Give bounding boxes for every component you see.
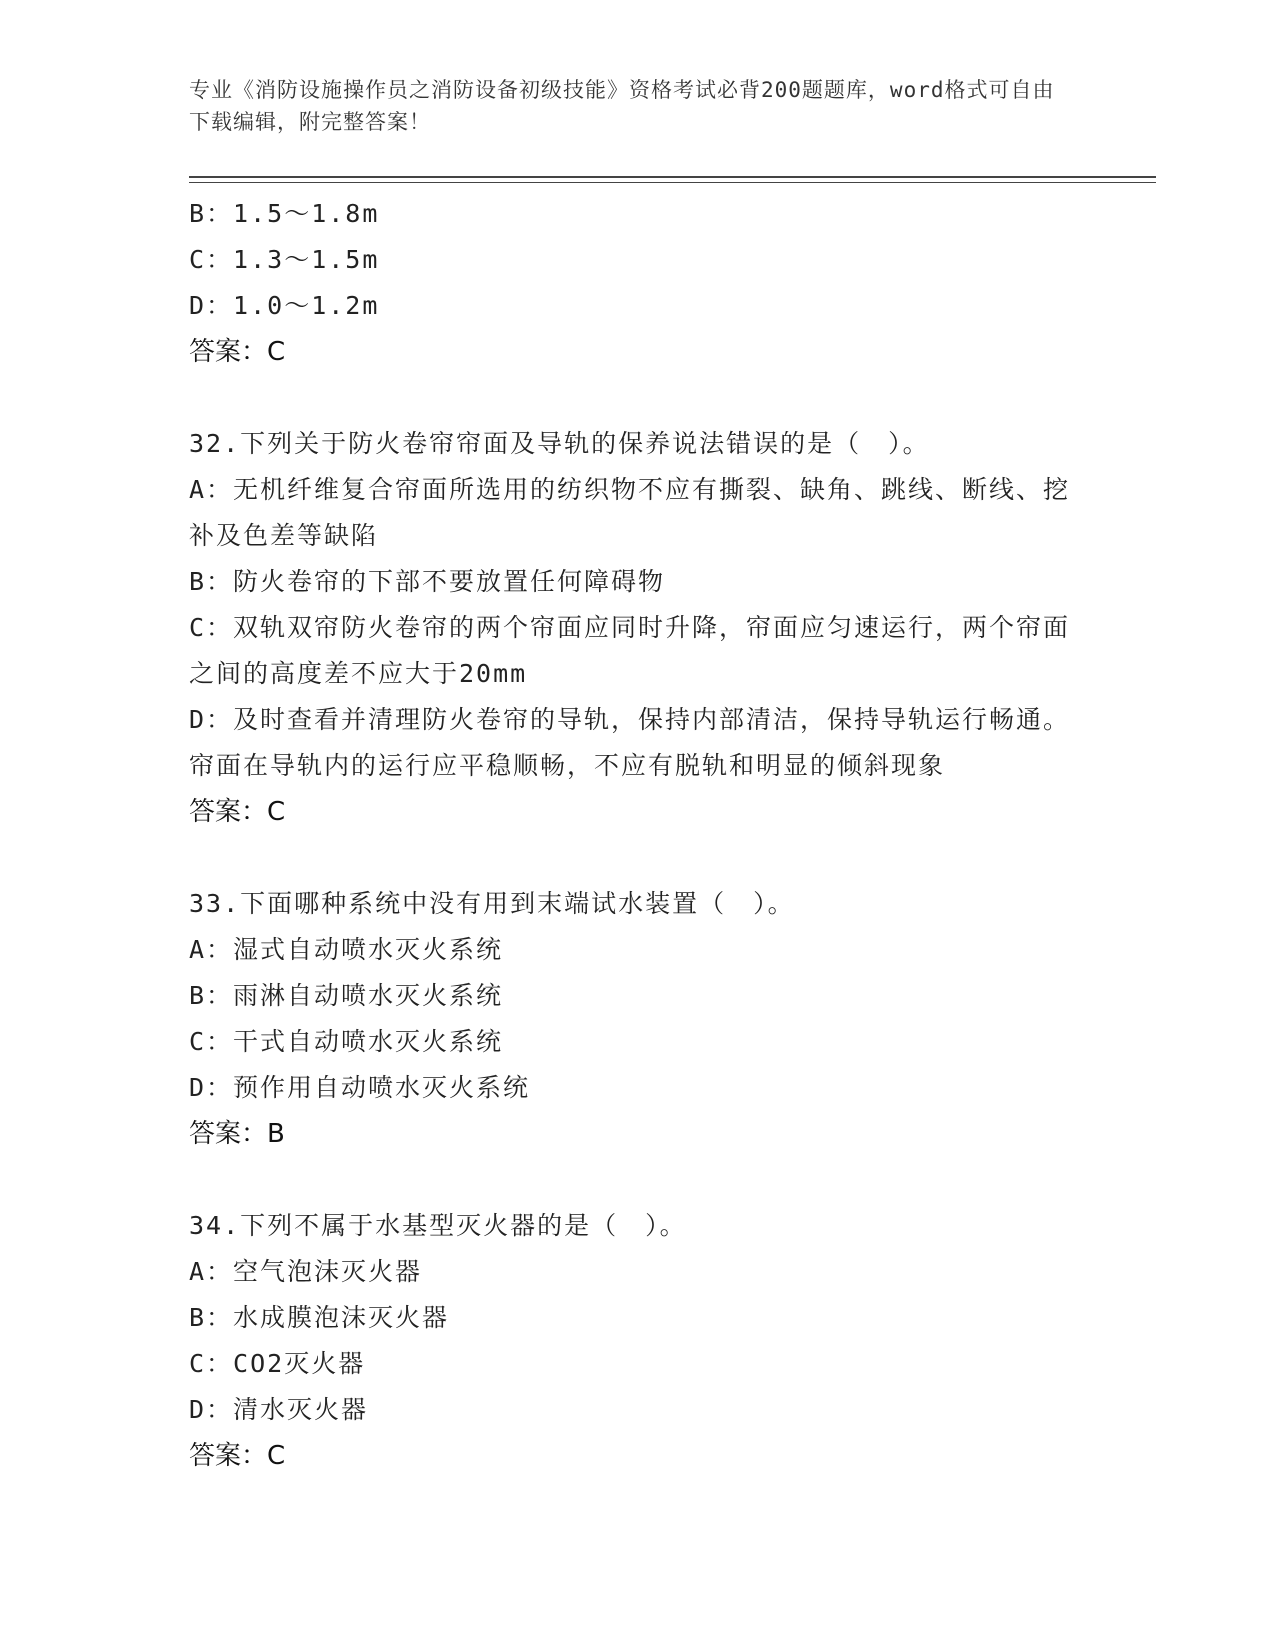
question-stem: 32.下列关于防火卷帘帘面及导轨的保养说法错误的是（ ）。 [189,429,930,458]
option-d: D：1.0～1.2m [189,291,380,320]
option-d: D：预作用自动喷水灭火系统 [189,1073,531,1102]
option-b: B：1.5～1.8m [189,199,380,228]
option-a: A：无机纤维复合帘面所选用的纺织物不应有撕裂、缺角、跳线、断线、挖补及色差等缺陷 [189,475,1071,550]
spacer [189,1157,1089,1203]
answer: 答案：C [189,337,286,367]
option-d: D：清水灭火器 [189,1395,369,1424]
option-c: C：干式自动喷水灭火系统 [189,1027,504,1056]
option-b: B：雨淋自动喷水灭火系统 [189,981,504,1010]
option-b: B：水成膜泡沫灭火器 [189,1303,450,1332]
document-header [189,74,1069,138]
partial-question [189,191,1089,375]
answer: 答案：C [189,797,286,827]
header-divider [189,176,1156,179]
answer: 答案：C [189,1441,286,1471]
header-title: 专业《消防设施操作员之消防设备初级技能》资格考试必背200题题库，word格式可自由下载编辑，附完整答案！ [189,78,1055,134]
option-a: A：湿式自动喷水灭火系统 [189,935,504,964]
spacer [189,835,1089,881]
answer: 答案：B [189,1119,285,1149]
option-c: C：双轨双帘防火卷帘的两个帘面应同时升降，帘面应匀速运行，两个帘面之间的高度差不应大于20mm [189,613,1071,688]
question-33 [189,881,1089,1157]
question-34 [189,1203,1089,1479]
question-stem: 33.下面哪种系统中没有用到末端试水装置（ ）。 [189,889,795,918]
spacer [189,375,1089,421]
option-a: A：空气泡沫灭火器 [189,1257,423,1286]
option-d: D：及时查看并清理防火卷帘的导轨，保持内部清洁，保持导轨运行畅通。帘面在导轨内的运行应平稳顺畅，不应有脱轨和明显的倾斜现象 [189,705,1071,780]
document-body [189,191,1089,1479]
option-b: B：防火卷帘的下部不要放置任何障碍物 [189,567,666,596]
option-c: C：CO2灭火器 [189,1349,366,1378]
question-stem: 34.下列不属于水基型灭火器的是（ ）。 [189,1211,687,1240]
option-c: C：1.3～1.5m [189,245,380,274]
question-32 [189,421,1089,835]
